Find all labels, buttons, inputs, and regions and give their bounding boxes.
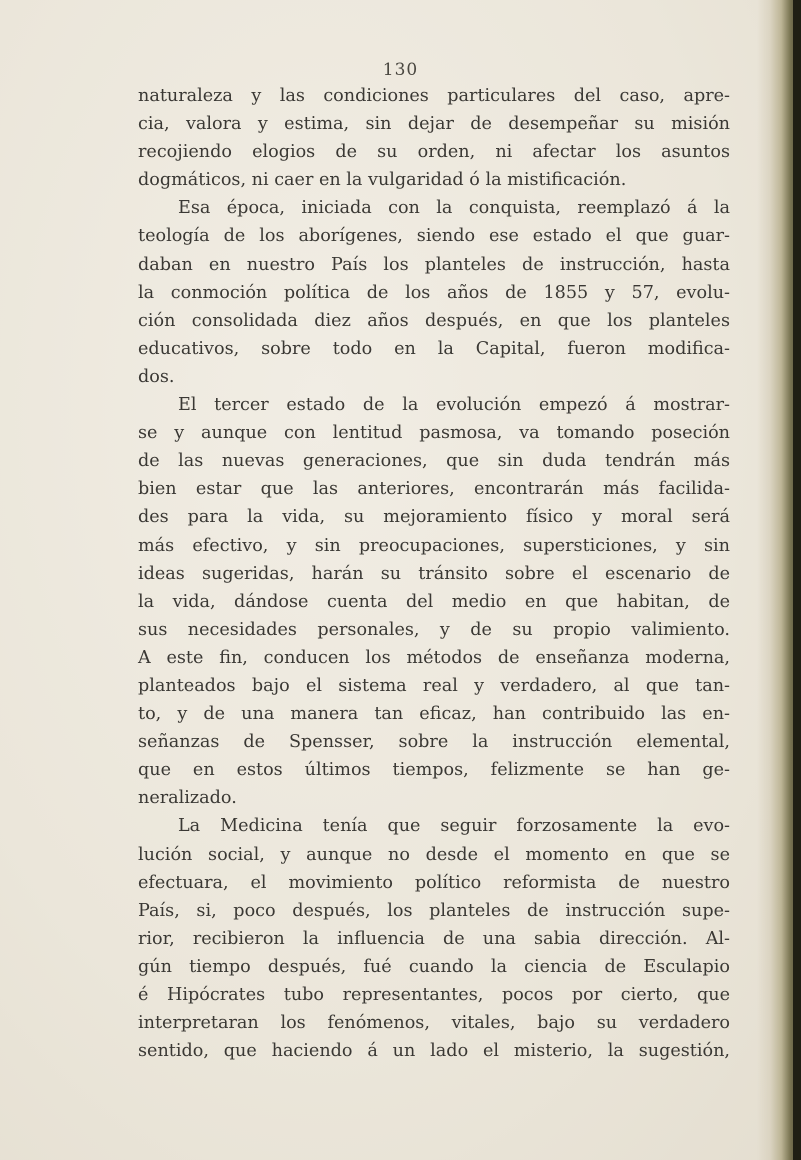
text-line: cia, valora y estima, sin dejar de desempeñar su misión xyxy=(138,114,730,135)
text-line: La Medicina tenía que seguir forzosamente la evo- xyxy=(178,816,730,837)
text-line: ción consolidada diez años después, en que los planteles xyxy=(138,310,730,331)
text-line: efectuara, el movimiento político reformista de nuestro xyxy=(138,872,730,893)
text-line: País, si, poco después, los planteles de instrucción supe- xyxy=(138,900,730,921)
text-line: teología de los aborígenes, siendo ese estado el que guar- xyxy=(138,226,730,247)
page-number: 130 xyxy=(382,60,419,80)
text-line: dogmáticos, ni caer en la vulgaridad ó la mistificación. xyxy=(138,170,627,191)
text-line: des para la vida, su mejoramiento físico y moral será xyxy=(138,507,730,528)
text-line: A este fin, conducen los métodos de enseñanza moderna, xyxy=(138,647,730,668)
text-line: señanzas de Spensser, sobre la instrucción elemental, xyxy=(138,732,730,753)
text-line: que en estos últimos tiempos, felizmente se han ge- xyxy=(138,760,730,781)
text-line: se y aunque con lentitud pasmosa, va tomando poseción xyxy=(138,423,730,444)
body-text xyxy=(138,82,730,1065)
text-line: rior, recibieron la influencia de una sabia dirección. Al- xyxy=(138,928,730,949)
text-line: daban en nuestro País los planteles de instrucción, hasta xyxy=(138,254,730,275)
text-line: interpretaran los fenómenos, vitales, bajo su verdadero xyxy=(138,1013,730,1034)
text-line: bien estar que las anteriores, encontrarán más facilida- xyxy=(138,479,730,500)
text-line: Esa época, iniciada con la conquista, reemplazó á la xyxy=(178,198,730,219)
text-line: de las nuevas generaciones, que sin duda tendrán más xyxy=(138,451,730,472)
text-line: sentido, que haciendo á un lado el misterio, la sugestión, xyxy=(138,1041,730,1062)
text-line: dos. xyxy=(138,366,175,387)
text-line: educativos, sobre todo en la Capital, fueron modifica- xyxy=(138,338,730,359)
text-line: planteados bajo el sistema real y verdadero, al que tan- xyxy=(138,675,730,696)
text-line: ideas sugeridas, harán su tránsito sobre el escenario de xyxy=(138,563,730,584)
text-line: gún tiempo después, fué cuando la ciencia de Esculapio xyxy=(138,956,730,977)
text-line: lución social, y aunque no desde el momento en que se xyxy=(138,844,730,865)
text-line: to, y de una manera tan eficaz, han contribuido las en- xyxy=(138,704,730,725)
text-line: más efectivo, y sin preocupaciones, supersticiones, y sin xyxy=(138,535,730,556)
text-line: é Hipócrates tubo representantes, pocos por cierto, que xyxy=(138,985,730,1005)
page-edge-dark xyxy=(793,0,801,1160)
text-line: naturaleza y las condiciones particulares del caso, apre- xyxy=(138,86,730,106)
text-line: El tercer estado de la evolución empezó á mostrar- xyxy=(178,395,730,416)
text-line: la conmoción política de los años de 1855 y 57, evolu- xyxy=(138,282,730,303)
text-line: sus necesidades personales, y de su propio valimiento. xyxy=(138,619,730,640)
text-line: la vida, dándose cuenta del medio en que habitan, de xyxy=(138,591,730,612)
text-line: neralizado. xyxy=(138,788,237,809)
text-line: recojiendo elogios de su orden, ni afectar los asuntos xyxy=(138,142,730,163)
